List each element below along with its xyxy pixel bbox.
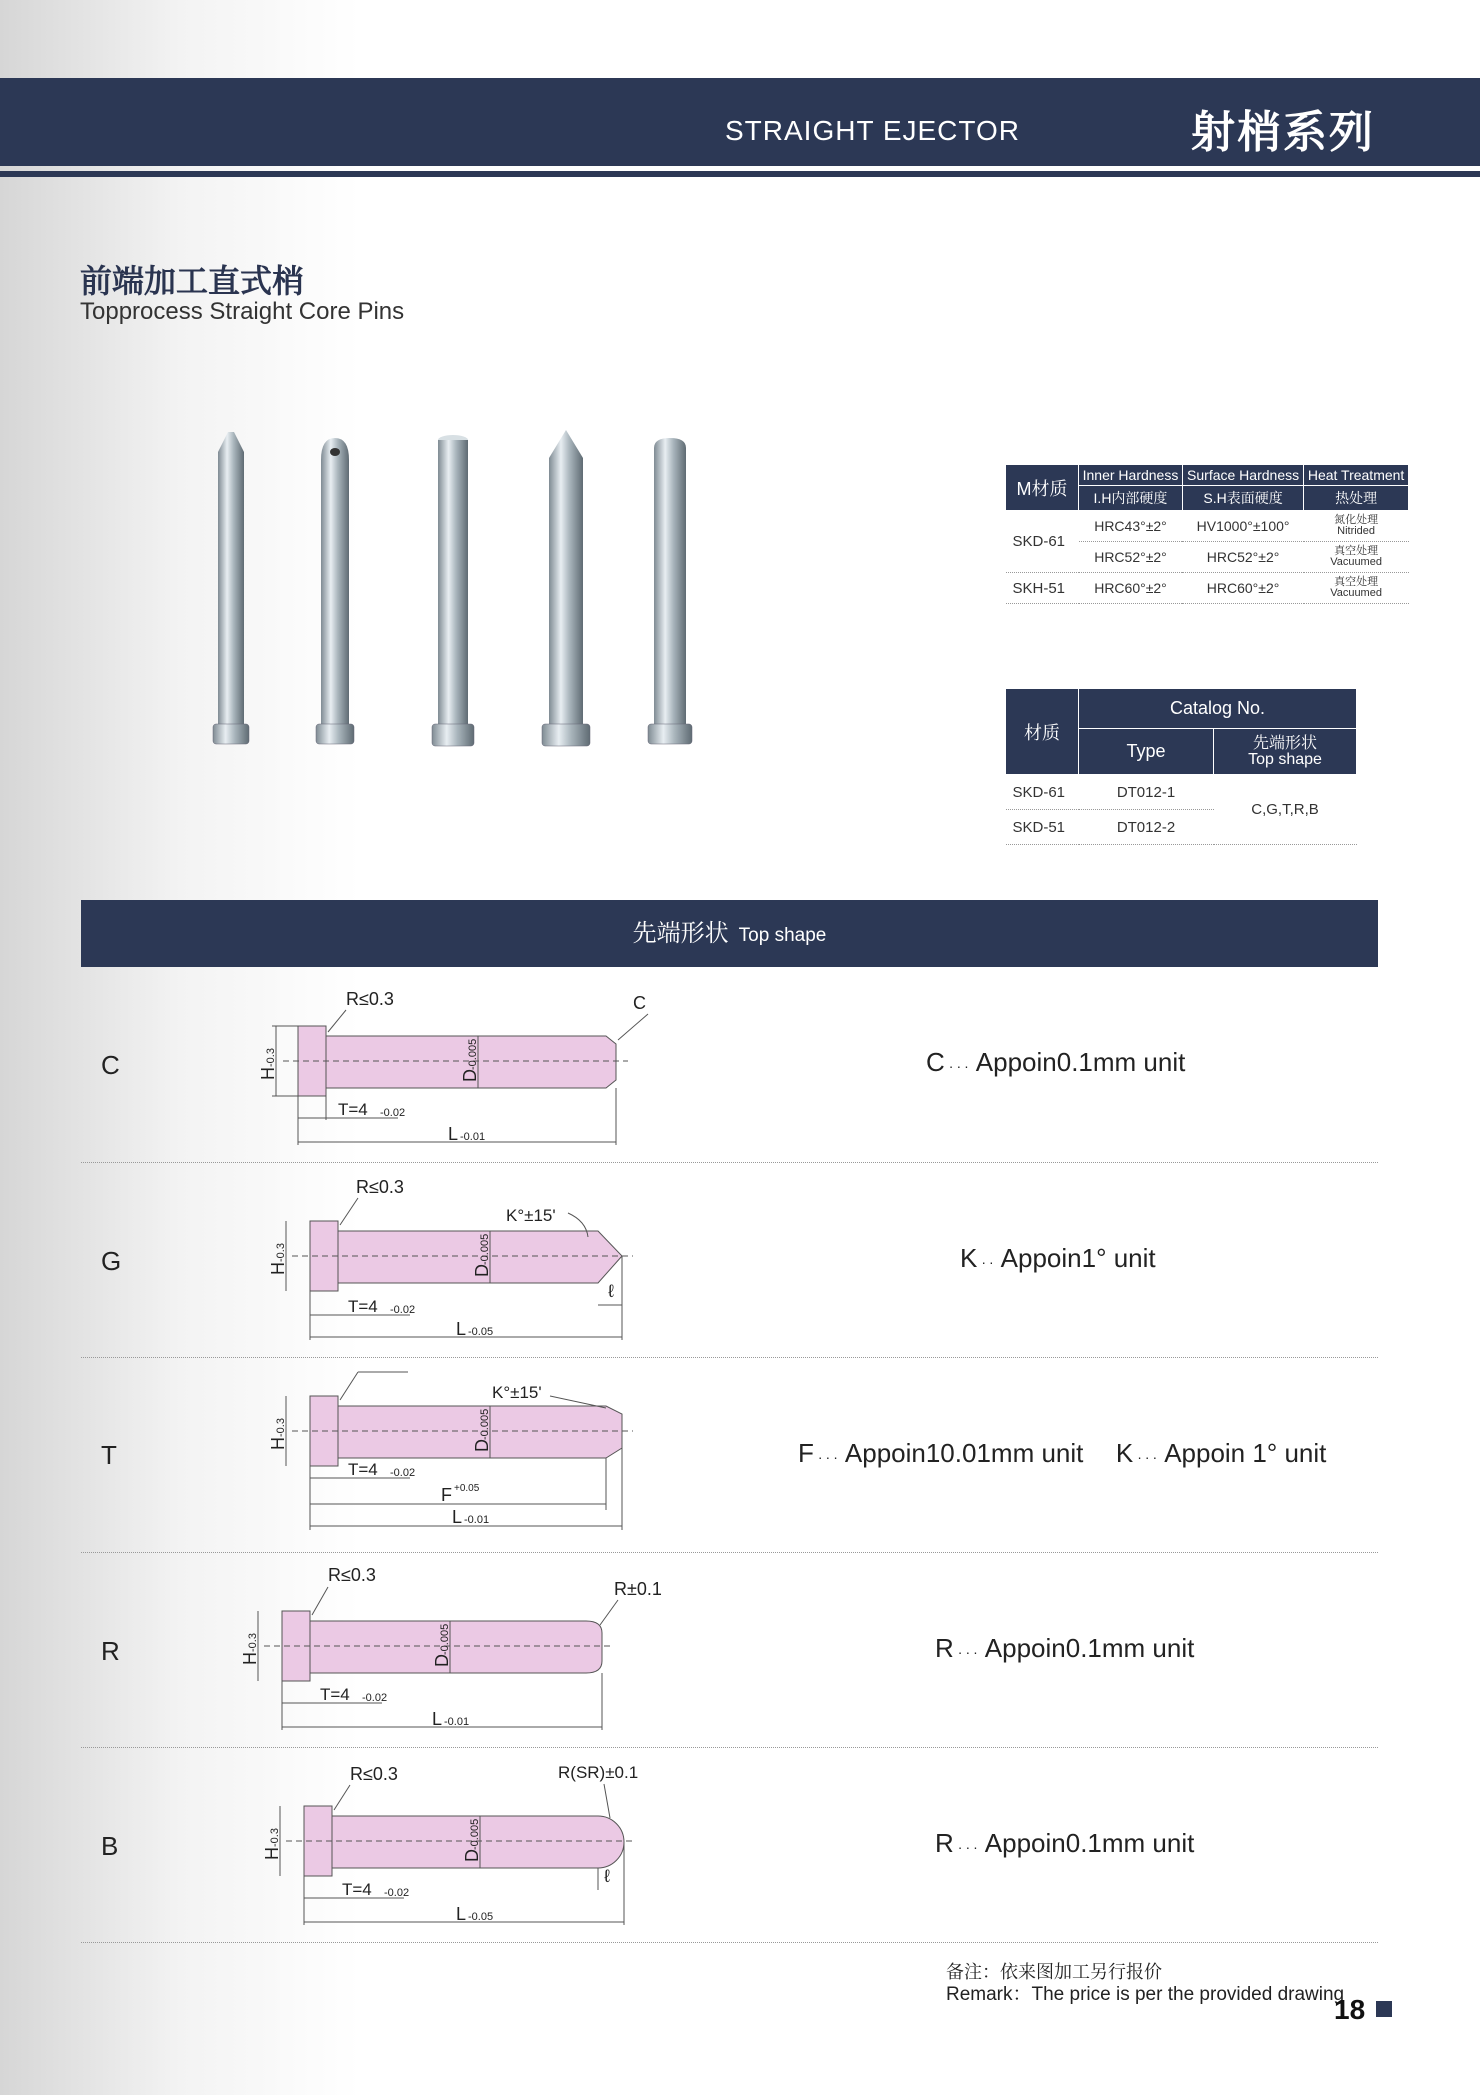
dim-d: D	[460, 1069, 480, 1082]
dim-h-tol: -0.3	[269, 1828, 281, 1847]
header-rule	[0, 171, 1480, 177]
hardness-header-inner-en: Inner Hardness	[1079, 465, 1183, 486]
dim-l: L	[448, 1124, 459, 1144]
unit-note-b: R ··· Appoin0.1mm unit	[935, 1828, 1195, 1858]
type-cell: DT012-2	[1079, 810, 1214, 845]
dim-r: R≤0.3	[356, 1177, 404, 1197]
row-divider	[81, 1552, 1378, 1553]
inner-hardness-cell: HRC52°±2°	[1079, 542, 1183, 573]
pins-photo	[200, 430, 720, 770]
dim-tip: R±0.1	[614, 1579, 662, 1599]
table-row	[1006, 573, 1409, 604]
shape-letter-b: B	[101, 1831, 119, 1861]
drawing-t	[228, 1360, 698, 1550]
dim-angle: K°±15'	[492, 1383, 542, 1402]
pin-t	[432, 435, 474, 746]
dim-t: T=4	[348, 1297, 378, 1316]
dim-l-tol: -0.05	[468, 1911, 494, 1923]
dim-l: L	[456, 1904, 467, 1924]
shape-letter-t: T	[101, 1440, 117, 1470]
inner-hardness-cell: HRC60°±2°	[1079, 573, 1183, 604]
page-number: 18	[1334, 1994, 1366, 2025]
dim-t-tol: -0.02	[390, 1304, 416, 1316]
drawing-g	[228, 1165, 698, 1355]
catalog-header-material: 材质	[1006, 689, 1079, 775]
dim-l: L	[456, 1319, 467, 1339]
dim-h: H	[268, 1437, 288, 1450]
table-row	[1006, 775, 1357, 810]
dim-t-tol: -0.02	[390, 1467, 416, 1479]
pin-g	[316, 438, 354, 744]
dim-ell: ℓ	[608, 1281, 614, 1301]
dim-d-tol: -0.005	[467, 1038, 479, 1070]
dim-d-tol: -0.005	[479, 1408, 491, 1440]
dim-r: R≤0.3	[346, 989, 394, 1009]
unit-note-t: F ··· Appoin10.01mm unit K ··· Appoin 1° unit	[798, 1438, 1327, 1468]
hardness-table	[1005, 464, 1409, 604]
dim-d: D	[432, 1654, 452, 1667]
hardness-header-treat-en: Heat Treatment	[1304, 465, 1409, 486]
dim-angle: K°±15'	[506, 1206, 556, 1225]
top-shape-band	[81, 900, 1378, 967]
row-divider	[81, 1747, 1378, 1748]
unit-note-g: K ·· Appoin1° unit	[960, 1243, 1156, 1273]
dim-h-tol: -0.3	[275, 1243, 287, 1262]
dim-l-tol: -0.01	[464, 1514, 490, 1526]
row-divider	[81, 1162, 1378, 1163]
dim-t: T=4	[320, 1685, 350, 1704]
catalog-table	[1005, 688, 1357, 845]
shapes-cell: C,G,T,R,B	[1214, 775, 1357, 845]
surface-hardness-cell: HRC52°±2°	[1182, 542, 1303, 573]
surface-hardness-cell: HRC60°±2°	[1182, 573, 1303, 604]
dim-r: R≤0.3	[328, 1565, 376, 1585]
drawing-c	[228, 970, 698, 1160]
hardness-header-inner-cn: I.H内部硬度	[1079, 486, 1183, 511]
catalog-header-catalog: Catalog No.	[1079, 689, 1357, 729]
row-divider	[81, 1942, 1378, 1943]
hardness-header-material: M材质	[1006, 465, 1079, 511]
dim-h-tol: -0.3	[247, 1633, 259, 1652]
dim-tip: C	[633, 993, 646, 1013]
dim-l-tol: -0.05	[468, 1326, 494, 1338]
surface-hardness-cell: HV1000°±100°	[1182, 511, 1303, 542]
hardness-header-surface-en: Surface Hardness	[1182, 465, 1303, 486]
heat-treatment-cell: 真空处理 Vacuumed	[1304, 542, 1409, 573]
dim-h: H	[240, 1652, 260, 1665]
row-divider	[81, 1357, 1378, 1358]
dim-t: T=4	[348, 1460, 378, 1479]
dim-h: H	[268, 1262, 288, 1275]
dim-t: T=4	[338, 1100, 368, 1119]
dim-l-tol: -0.01	[444, 1716, 470, 1728]
dim-h: H	[258, 1067, 278, 1080]
dim-d-tol: -0.005	[469, 1818, 481, 1850]
dim-h: H	[262, 1847, 282, 1860]
dim-d-tol: -0.005	[439, 1623, 451, 1655]
top-shape-title-cn: 先端形状	[632, 919, 729, 947]
unit-note-r: R ··· Appoin0.1mm unit	[935, 1633, 1195, 1663]
dim-tip: R(SR)±0.1	[558, 1763, 639, 1782]
shape-letter-g: G	[101, 1246, 122, 1276]
page-square-icon	[1376, 2001, 1392, 2017]
dim-l: L	[452, 1507, 463, 1527]
header-title-en: STRAIGHT EJECTOR	[724, 115, 1020, 146]
dim-t-tol: -0.02	[380, 1107, 406, 1119]
dim-d: D	[472, 1439, 492, 1452]
dim-t-tol: -0.02	[362, 1692, 388, 1704]
pin-cone	[542, 430, 590, 746]
top-shape-title-en: Top shape	[738, 925, 827, 946]
drawing-b	[228, 1750, 698, 1940]
dim-ell: ℓ	[604, 1866, 610, 1886]
catalog-header-top-shape: 先端形状 Top shape	[1214, 729, 1357, 775]
header-title-cn: 射梢系列	[1191, 107, 1375, 158]
shape-letter-r: R	[101, 1636, 120, 1666]
dim-l-tol: -0.01	[460, 1131, 486, 1143]
dim-t-tol: -0.02	[384, 1887, 410, 1899]
dim-t: T=4	[342, 1880, 372, 1899]
material-cell: SKH-51	[1006, 573, 1079, 604]
hardness-header-treat-cn: 热处理	[1304, 486, 1409, 511]
material-cell: SKD-61	[1006, 511, 1079, 573]
hardness-header-surface-cn: S.H表面硬度	[1182, 486, 1303, 511]
remark-en: Remark：The price is per the provided drawing	[946, 1984, 1345, 2005]
dim-r: R≤0.3	[350, 1764, 398, 1784]
dim-h-tol: -0.3	[275, 1418, 287, 1437]
material-cell: SKD-51	[1006, 810, 1079, 845]
dim-d-tol: -0.005	[479, 1233, 491, 1265]
unit-note-c: C ··· Appoin0.1mm unit	[926, 1047, 1186, 1077]
heat-treatment-cell: 真空处理 Vacuumed	[1304, 573, 1409, 604]
dim-l: L	[432, 1709, 443, 1729]
type-cell: DT012-1	[1079, 775, 1214, 810]
inner-hardness-cell: HRC43°±2°	[1079, 511, 1183, 542]
dim-f-tol: +0.05	[454, 1483, 480, 1494]
material-cell: SKD-61	[1006, 775, 1079, 810]
catalog-header-type: Type	[1079, 729, 1214, 775]
drawing-r	[228, 1555, 698, 1745]
pin-r	[648, 438, 692, 744]
shape-letter-c: C	[101, 1050, 120, 1080]
product-title-en: Topprocess Straight Core Pins	[80, 298, 405, 325]
pin-c	[213, 432, 249, 744]
dim-d: D	[472, 1264, 492, 1277]
table-row	[1006, 511, 1409, 542]
dim-f: F	[441, 1485, 452, 1505]
heat-treatment-cell: 氮化处理 Nitrided	[1304, 511, 1409, 542]
remark-cn: 备注：依来图加工另行报价	[946, 1962, 1162, 1983]
dim-h-tol: -0.3	[265, 1048, 277, 1067]
product-title-cn: 前端加工直式梢	[80, 262, 305, 300]
dim-d: D	[462, 1849, 482, 1862]
